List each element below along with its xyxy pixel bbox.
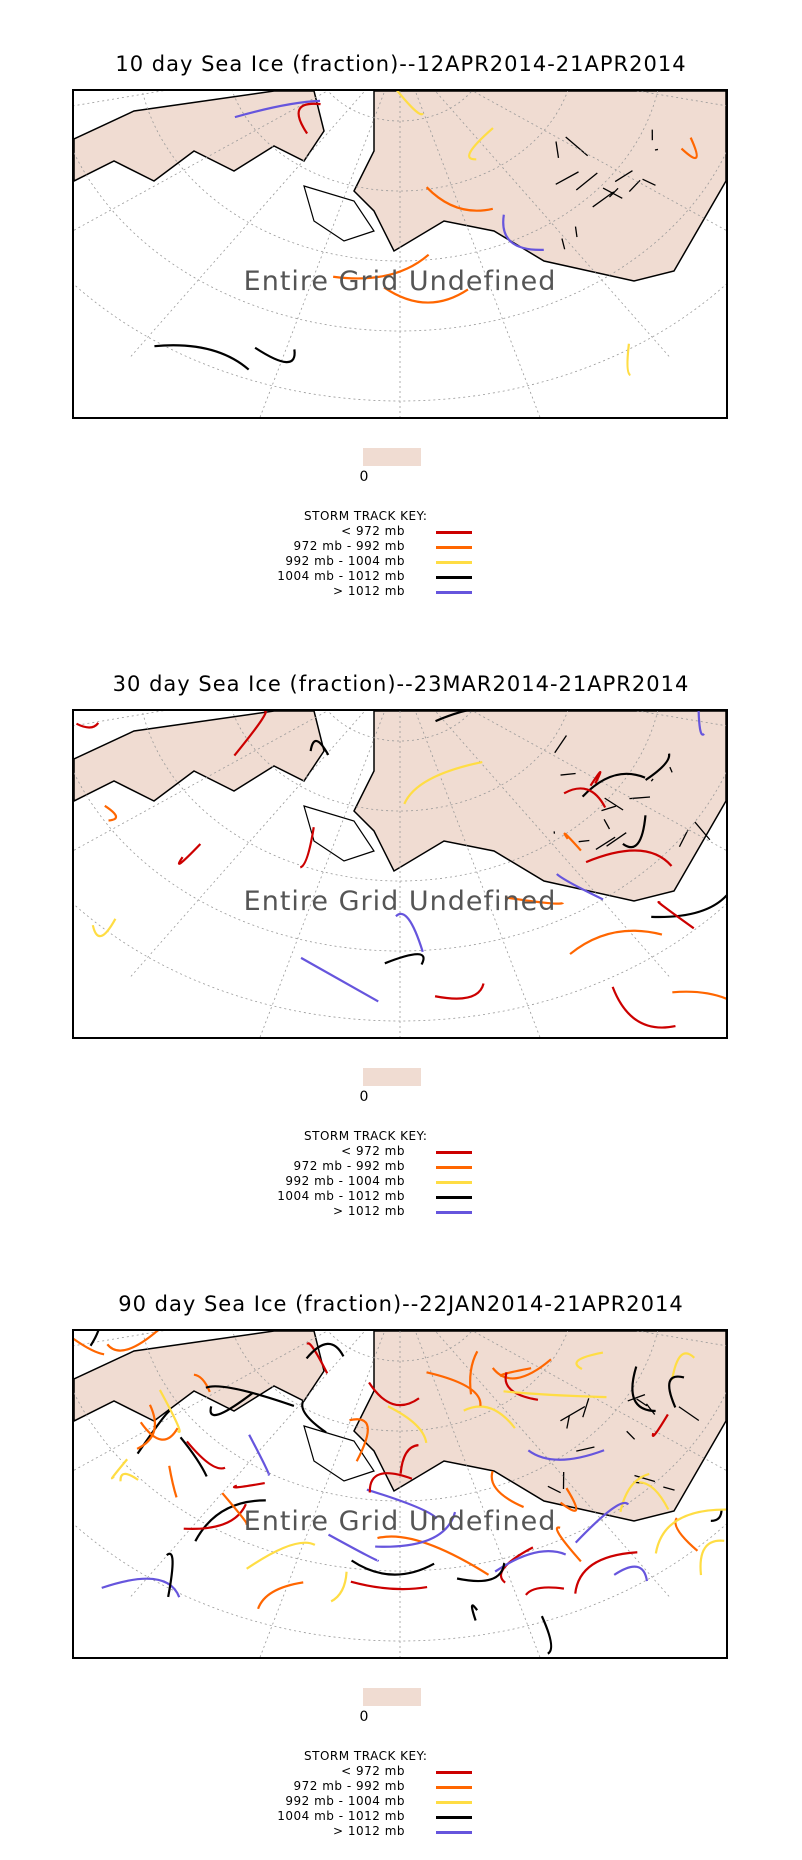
storm-track (570, 931, 662, 954)
key-entry-label: < 972 mb (341, 1144, 405, 1158)
storm-track (472, 1605, 477, 1620)
map-panel-3 (0, 1240, 802, 1860)
key-entry-label: > 1012 mb (332, 584, 405, 598)
key-entry (240, 1204, 620, 1218)
key-entry-line (436, 591, 472, 594)
land-siberia (74, 711, 324, 801)
colorbar-label: 0 (359, 1089, 369, 1105)
storm-track (672, 992, 726, 1014)
key-entry-line (436, 1181, 472, 1184)
polar-map (72, 709, 728, 1039)
land-north-america (354, 1331, 726, 1521)
key-entry-line (436, 561, 472, 564)
key-entry-label: > 1012 mb (332, 1204, 405, 1218)
key-entry (240, 1779, 620, 1793)
key-entry-label: 972 mb - 992 mb (293, 1779, 405, 1793)
land-north-america (354, 91, 726, 281)
key-entry (240, 1809, 620, 1823)
key-entry (240, 554, 620, 568)
colorbar-label: 0 (359, 1709, 369, 1725)
undefined-overlay-text: Entire Grid Undefined (243, 886, 557, 917)
key-entry-label: 992 mb - 1004 mb (285, 1794, 405, 1808)
storm-track (300, 827, 313, 867)
storm-track (627, 344, 630, 375)
key-entry-line (436, 576, 472, 579)
storm-track (301, 958, 378, 1002)
map-graphic (74, 711, 726, 1037)
key-entry-line (436, 531, 472, 534)
key-entry-label: 1004 mb - 1012 mb (277, 1189, 405, 1203)
key-entry-label: 992 mb - 1004 mb (285, 554, 405, 568)
key-entry-line (436, 1151, 472, 1154)
key-entry-label: 992 mb - 1004 mb (285, 1174, 405, 1188)
key-entry-label: 1004 mb - 1012 mb (277, 569, 405, 583)
storm-track (613, 987, 676, 1028)
storm-track (575, 1552, 637, 1593)
polar-map (72, 89, 728, 419)
map-graphic (74, 1331, 726, 1657)
key-entry (240, 1159, 620, 1173)
key-entry-line (436, 1816, 472, 1819)
key-entry (240, 1174, 620, 1188)
key-entry-line (436, 1196, 472, 1199)
key-entry-line (436, 1831, 472, 1834)
storm-track (105, 806, 116, 821)
storm-track (351, 1582, 427, 1589)
storm-track (121, 1474, 139, 1481)
key-entry-label: < 972 mb (341, 1764, 405, 1778)
key-entry (240, 569, 620, 583)
storm-track (258, 1582, 303, 1608)
storm-track (169, 1466, 176, 1498)
key-entry (240, 1189, 620, 1203)
key-entry-label: 972 mb - 992 mb (293, 539, 405, 553)
storm-track (435, 984, 483, 999)
storm-track (234, 1483, 265, 1487)
key-entry-line (436, 1771, 472, 1774)
storm-key-title: STORM TRACK KEY: (304, 509, 428, 523)
key-entry-label: < 972 mb (341, 524, 405, 538)
key-entry (240, 539, 620, 553)
storm-track (614, 1567, 647, 1581)
storm-track (352, 1561, 435, 1575)
storm-track (328, 1535, 377, 1561)
key-entry-line (436, 1801, 472, 1804)
storm-track (542, 1616, 551, 1653)
storm-track (90, 1331, 100, 1346)
storm-track (249, 1435, 269, 1475)
key-entry-line (436, 546, 472, 549)
key-entry-label: 972 mb - 992 mb (293, 1159, 405, 1173)
panel-title: 10 day Sea Ice (fraction)--12APR2014-21APR2014 (115, 52, 687, 76)
key-entry (240, 1824, 620, 1838)
colorbar-label: 0 (359, 469, 369, 485)
storm-track (526, 1587, 564, 1594)
undefined-overlay-text: Entire Grid Undefined (243, 1506, 557, 1537)
storm-track (701, 1541, 725, 1575)
storm-track (112, 1459, 127, 1478)
storm-track (385, 954, 424, 964)
key-entry (240, 1144, 620, 1158)
storm-key-title: STORM TRACK KEY: (304, 1129, 428, 1143)
storm-track (179, 844, 200, 864)
storm-track (255, 348, 295, 362)
map-panel-1 (0, 0, 802, 620)
panel-title: 90 day Sea Ice (fraction)--22JAN2014-21APR2014 (118, 1292, 684, 1316)
key-entry (240, 524, 620, 538)
polar-map (72, 1329, 728, 1659)
undefined-overlay-text: Entire Grid Undefined (243, 266, 557, 297)
key-entry (240, 584, 620, 598)
storm-track (76, 723, 98, 728)
land-north-america (354, 711, 726, 901)
storm-track (331, 1572, 346, 1602)
key-entry-label: 1004 mb - 1012 mb (277, 1809, 405, 1823)
storm-key-title: STORM TRACK KEY: (304, 1749, 428, 1763)
key-entry-line (436, 1786, 472, 1789)
border-line (655, 149, 658, 150)
storm-track (377, 1536, 488, 1574)
colorbar-swatch (363, 1068, 421, 1086)
storm-track (181, 1437, 207, 1476)
key-entry-line (436, 1166, 472, 1169)
storm-track (457, 1563, 504, 1581)
storm-track (154, 345, 248, 369)
storm-track (167, 1554, 173, 1597)
colorbar-swatch (363, 1688, 421, 1706)
key-entry (240, 1764, 620, 1778)
key-entry-label: > 1012 mb (332, 1824, 405, 1838)
key-entry-line (436, 1211, 472, 1214)
panel-title: 30 day Sea Ice (fraction)--23MAR2014-21APR2014 (112, 672, 690, 696)
key-entry (240, 1794, 620, 1808)
colorbar-swatch (363, 448, 421, 466)
map-graphic (74, 91, 726, 417)
storm-track (93, 919, 116, 936)
map-panel-2 (0, 620, 802, 1240)
